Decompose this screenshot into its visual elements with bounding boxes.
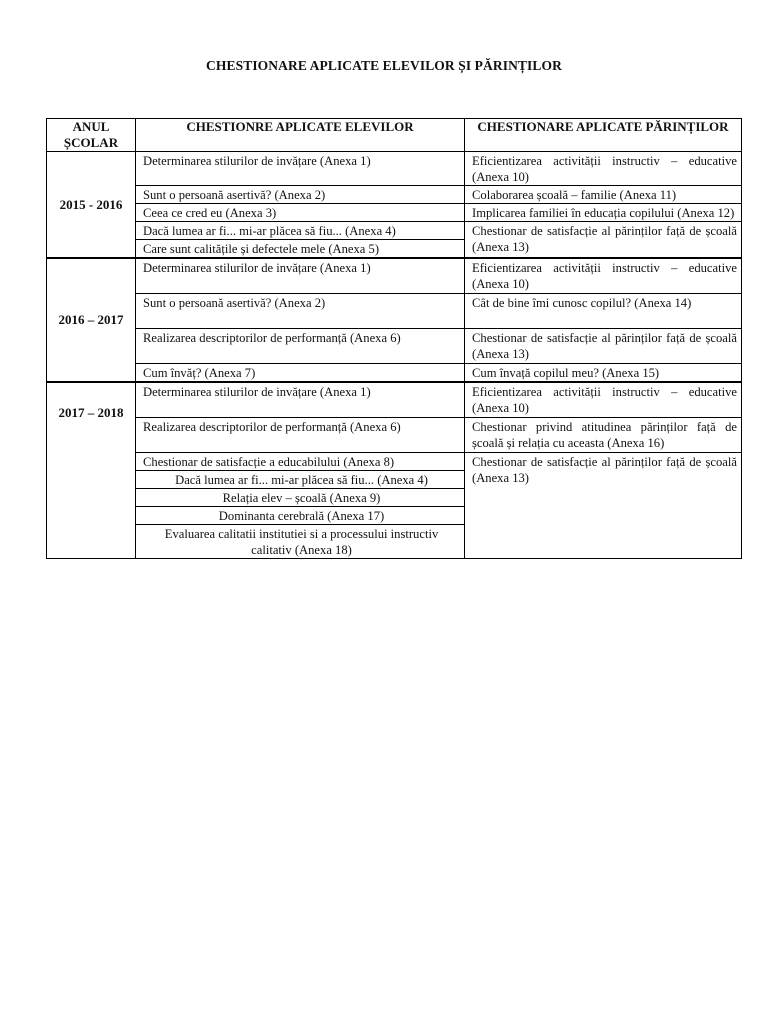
student-cell: Dacă lumea ar fi... mi-ar plăcea să fiu... (Anexa 4): [136, 222, 465, 240]
student-cell: Sunt o persoană asertivă? (Anexa 2): [136, 294, 465, 329]
table-row: [47, 382, 742, 418]
student-cell: Determinarea stilurilor de invățare (Anexa 1): [136, 152, 465, 186]
student-cell: Dacă lumea ar fi... mi-ar plăcea să fiu... (Anexa 4): [136, 471, 465, 489]
table-row: [47, 453, 742, 471]
parent-cell: Chestionar privind atitudinea părinților față de școală și relația cu aceasta (Anexa 16): [465, 418, 742, 453]
table-row: [47, 418, 742, 453]
parent-cell: Chestionar de satisfacție al părinților față de școală (Anexa 13): [465, 329, 742, 364]
parent-cell: Implicarea familiei în educația copilului (Anexa 12): [465, 204, 742, 222]
student-cell: Determinarea stilurilor de invățare (Anexa 1): [136, 258, 465, 294]
table-row: [47, 364, 742, 383]
student-cell: Care sunt calitățile și defectele mele (Anexa 5): [136, 240, 465, 259]
page-title: CHESTIONARE APLICATE ELEVILOR ȘI PĂRINȚILOR: [206, 58, 562, 73]
year-cell: 2017 – 2018: [47, 382, 136, 559]
parent-cell: Chestionar de satisfacție al părinților față de școală (Anexa 13): [465, 453, 742, 559]
header-students: CHESTIONRE APLICATE ELEVILOR: [136, 119, 465, 152]
student-cell: Cum învăț? (Anexa 7): [136, 364, 465, 383]
student-cell: Realizarea descriptorilor de performanță (Anexa 6): [136, 418, 465, 453]
header-parents: CHESTIONARE APLICATE PĂRINȚILOR: [465, 119, 742, 152]
table-row: [47, 329, 742, 364]
parent-cell: Eficientizarea activității instructiv – educative (Anexa 10): [465, 382, 742, 418]
parent-cell: Colaborarea școală – familie (Anexa 11): [465, 186, 742, 204]
student-cell: Sunt o persoană asertivă? (Anexa 2): [136, 186, 465, 204]
student-cell: Relația elev – școală (Anexa 9): [136, 489, 465, 507]
student-cell: Evaluarea calitatii institutiei si a processului instructiv calitativ (Anexa 18): [136, 525, 465, 559]
questionnaire-table: [46, 118, 742, 559]
parent-cell: Eficientizarea activității instructiv – educative (Anexa 10): [465, 258, 742, 294]
student-cell: Dominanta cerebrală (Anexa 17): [136, 507, 465, 525]
year-cell: 2016 – 2017: [47, 258, 136, 382]
table-row: [47, 186, 742, 204]
table-header-row: [47, 119, 742, 152]
student-cell: Ceea ce cred eu (Anexa 3): [136, 204, 465, 222]
table-row: [47, 222, 742, 240]
table-row: [47, 258, 742, 294]
parent-cell: Eficientizarea activității instructiv – educative (Anexa 10): [465, 152, 742, 186]
table-row: [47, 204, 742, 222]
student-cell: Determinarea stilurilor de invățare (Anexa 1): [136, 382, 465, 418]
parent-cell: Cât de bine îmi cunosc copilul? (Anexa 14): [465, 294, 742, 329]
student-cell: Chestionar de satisfacție a educabilului (Anexa 8): [136, 453, 465, 471]
parent-cell: Chestionar de satisfacție al părinților față de școală (Anexa 13): [465, 222, 742, 259]
student-cell: Realizarea descriptorilor de performanță (Anexa 6): [136, 329, 465, 364]
table-row: [47, 152, 742, 186]
parent-cell: Cum învață copilul meu? (Anexa 15): [465, 364, 742, 383]
table-row: [47, 294, 742, 329]
header-year: ANUL ȘCOLAR: [47, 119, 136, 152]
year-cell: 2015 - 2016: [47, 152, 136, 259]
